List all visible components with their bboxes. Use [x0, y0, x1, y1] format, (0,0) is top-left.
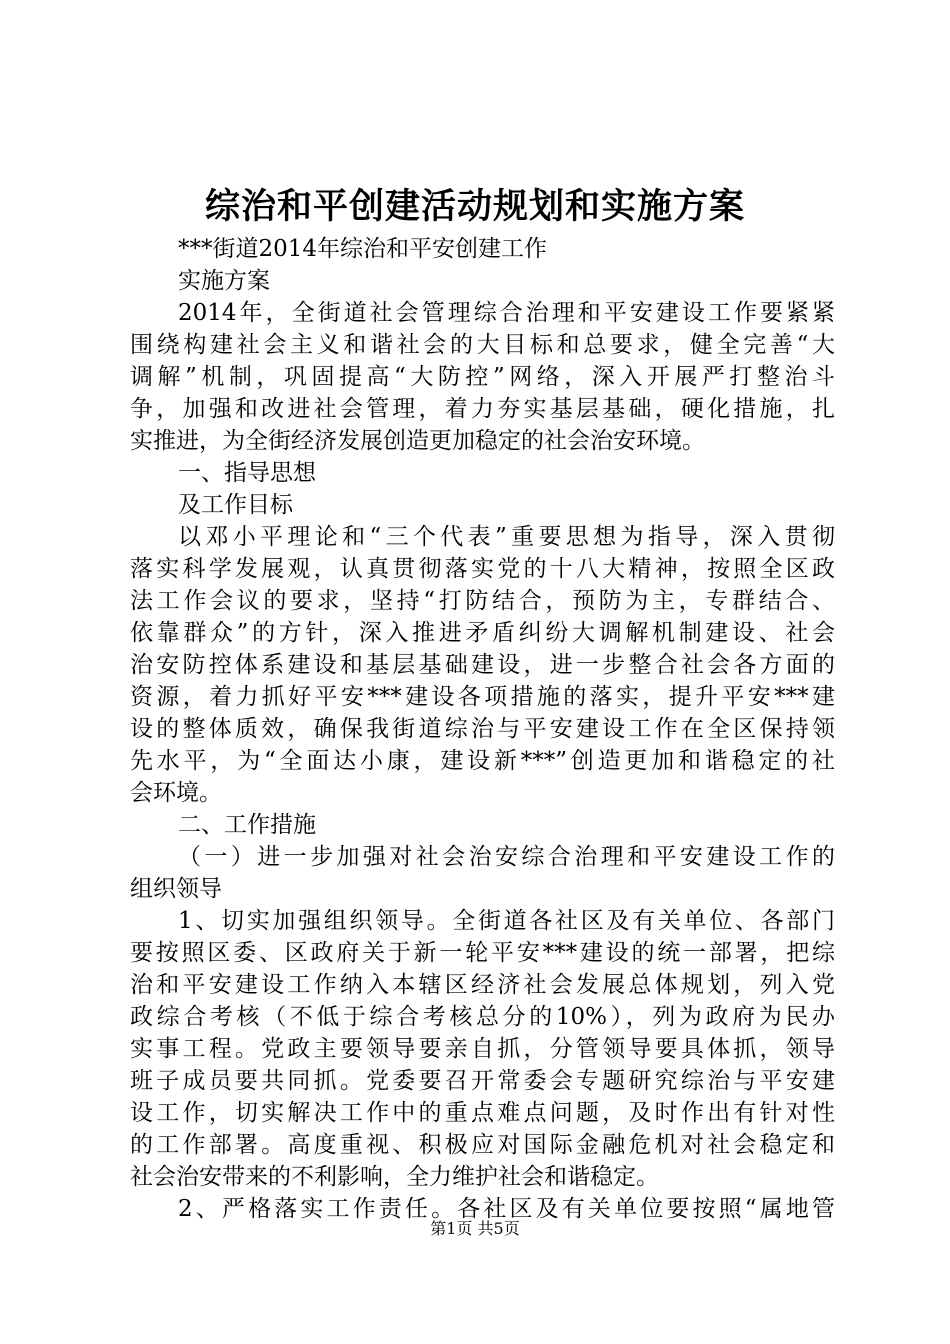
- body-line: ***街道2014年综治和平安创建工作: [178, 236, 548, 262]
- body-line: 实推进，为全街经济发展创造更加稳定的社会治安环境。: [130, 428, 705, 454]
- body-line: 争，加强和改进社会管理，着力夯实基层基础，硬化措施，扎: [130, 396, 835, 422]
- body-line: 治和平安建设工作纳入本辖区经济社会发展总体规划，列入党: [130, 972, 835, 998]
- body-line: 实施方案: [178, 268, 270, 294]
- body-line: 调解”机制，巩固提高“大防控”网络，深入开展严打整治斗: [130, 364, 835, 390]
- page-footer: 第1页 共5页: [430, 1219, 520, 1238]
- body-line: 治安防控体系建设和基层基础建设，进一步整合社会各方面的: [130, 652, 835, 678]
- body-line: 先水平，为“全面达小康，建设新***”创造更加和谐稳定的社: [130, 748, 835, 774]
- body-line: 资源，着力抓好平安***建设各项措施的落实，提升平安***建: [130, 684, 835, 710]
- body-line: 以邓小平理论和“三个代表”重要思想为指导，深入贯彻: [178, 524, 835, 550]
- body-line: 2014年，全街道社会管理综合治理和平安建设工作要紧紧: [178, 300, 835, 326]
- body-line: 一、指导思想: [178, 460, 316, 486]
- body-line: 及工作目标: [178, 492, 293, 518]
- body-line: 二、工作措施: [178, 812, 316, 838]
- body-line: 会环境。: [130, 780, 222, 806]
- body-line: 落实科学发展观，认真贯彻落实党的十八大精神，按照全区政: [130, 556, 835, 582]
- body-line: 法工作会议的要求，坚持“打防结合，预防为主，专群结合、: [130, 588, 835, 614]
- body-line: 围绕构建社会主义和谐社会的大目标和总要求，健全完善“大: [130, 332, 835, 358]
- body-line: 1、切实加强组织领导。全街道各社区及有关单位、各部门: [178, 908, 835, 934]
- body-line: 依靠群众”的方针，深入推进矛盾纠纷大调解机制建设、社会: [130, 620, 835, 646]
- body-line: 的工作部署。高度重视、积极应对国际金融危机对社会稳定和: [130, 1132, 835, 1158]
- body-line: 要按照区委、区政府关于新一轮平安***建设的统一部署，把综: [130, 940, 835, 966]
- body-line: 实事工程。党政主要领导要亲自抓，分管领导要具体抓，领导: [130, 1036, 835, 1062]
- body-line: 2、严格落实工作责任。各社区及有关单位要按照“属地管: [178, 1196, 835, 1222]
- document-body: [130, 233, 835, 1225]
- body-line: 设工作，切实解决工作中的重点难点问题，及时作出有针对性: [130, 1100, 835, 1126]
- body-line: 班子成员要共同抓。党委要召开常委会专题研究综治与平安建: [130, 1068, 835, 1094]
- document-title: 综治和平创建活动规划和实施方案: [204, 186, 745, 227]
- body-line: 设的整体质效，确保我街道综治与平安建设工作在全区保持领: [130, 716, 835, 742]
- body-line: 社会治安带来的不利影响，全力维护社会和谐稳定。: [130, 1164, 659, 1190]
- body-line: 政综合考核（不低于综合考核总分的10%），列为政府为民办: [130, 1004, 835, 1030]
- body-line: 组织领导: [130, 876, 222, 902]
- body-line: （一）进一步加强对社会治安综合治理和平安建设工作的: [178, 844, 835, 870]
